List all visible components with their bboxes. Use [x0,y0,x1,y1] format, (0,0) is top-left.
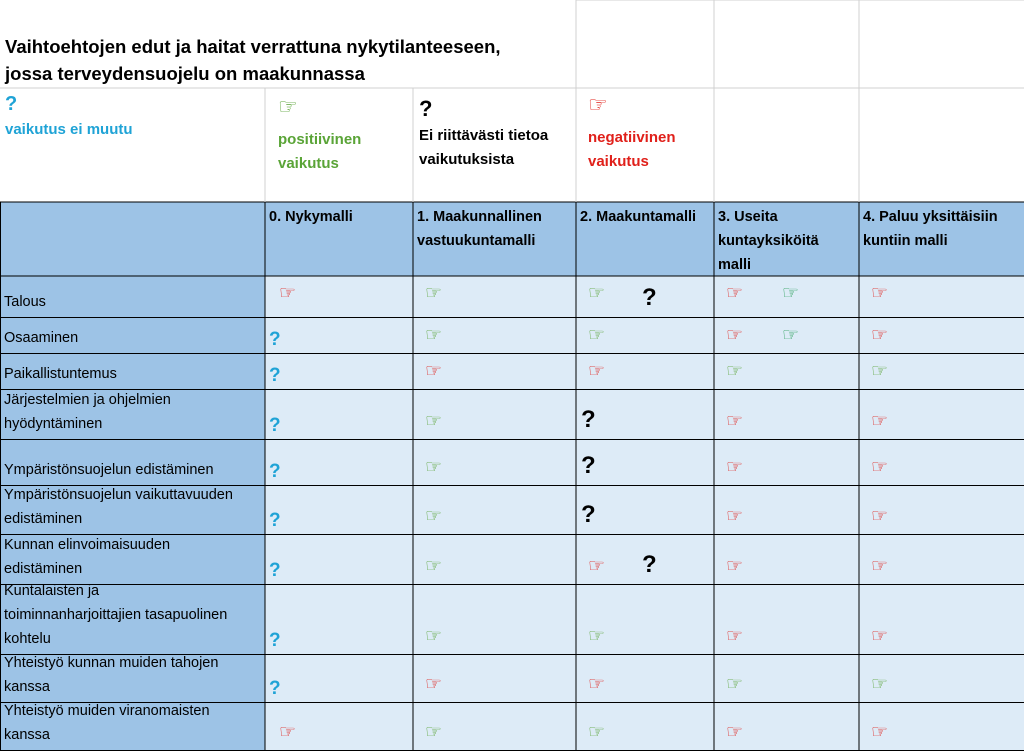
column-header-line: 2. Maakuntamalli [580,209,697,225]
pointing-hand-icon: ☞ [588,556,606,577]
column-header-line: kuntiin malli [863,233,948,249]
row-label-line: Talous [4,294,46,310]
pointing-hand-icon: ☞ [871,626,889,647]
legend-negative: ☞ negatiivinen vaikutus [588,92,676,170]
pointing-hand-icon: ☞ [782,283,800,304]
pointing-hand-icon: ☞ [425,674,443,695]
question-icon: ? [269,329,281,350]
pointing-hand-icon: ☞ [279,283,297,304]
row-label [4,651,218,699]
pointing-hand-icon: ☞ [588,92,608,117]
row-label [4,579,227,651]
pointing-hand-icon: ☞ [588,325,606,346]
row-label-line: Yhteistyö kunnan muiden tahojen [4,655,219,671]
legend-unknown: ? Ei riittävästi tietoa vaikutuksista [419,96,549,168]
pointing-hand-icon: ☞ [425,722,443,743]
pointing-hand-icon: ☞ [425,361,443,382]
page-title: Vaihtoehtojen edut ja haitat verrattuna nykytilanteeseen, jossa terveydensuojelu on maakunnassa [5,36,501,84]
pointing-hand-icon: ☞ [726,674,744,695]
row-label-line: edistäminen [4,511,83,527]
row-label-line: kohtelu [4,631,51,647]
pointing-hand-icon: ☞ [871,722,889,743]
pointing-hand-icon: ☞ [588,722,606,743]
column-header-line: kuntayksiköitä [718,233,819,249]
question-icon: ? [269,630,281,651]
pointing-hand-icon: ☞ [588,626,606,647]
question-icon: ? [581,501,596,528]
pointing-hand-icon: ☞ [726,411,744,432]
column-header-line: 1. Maakunnallinen [417,209,542,225]
question-icon: ? [642,284,657,311]
column-header-line: malli [718,257,752,273]
question-icon: ? [269,678,281,699]
question-icon: ? [581,452,596,479]
row-label [4,388,171,436]
column-header [718,205,819,277]
question-icon: ? [5,93,18,115]
legend-positive: ☞ positiivinen vaikutus [278,94,362,172]
pointing-hand-icon: ☞ [726,722,744,743]
pointing-hand-icon: ☞ [425,626,443,647]
question-icon: ? [269,415,281,436]
row-label-line: Yhteistyö muiden viranomaisten [4,703,210,719]
pointing-hand-icon: ☞ [726,457,744,478]
column-header-line: 3. Useita [718,209,778,225]
legend-no-change: ? vaikutus ei muutu [5,93,133,138]
pointing-hand-icon: ☞ [871,411,889,432]
pointing-hand-icon: ☞ [726,325,744,346]
row-label-line: kanssa [4,727,50,743]
row-label-line: Osaaminen [4,330,79,346]
pointing-hand-icon: ☞ [726,626,744,647]
pointing-hand-icon: ☞ [871,325,889,346]
pointing-hand-icon: ☞ [871,674,889,695]
row-label-line: Järjestelmien ja ohjelmien [4,392,171,408]
pointing-hand-icon: ☞ [726,361,744,382]
pointing-hand-icon: ☞ [871,506,889,527]
pointing-hand-icon: ☞ [871,283,889,304]
row-label-line: Kunnan elinvoimaisuuden [4,537,171,553]
pointing-hand-icon: ☞ [871,457,889,478]
pointing-hand-icon: ☞ [871,556,889,577]
pointing-hand-icon: ☞ [425,457,443,478]
column-header-line: 4. Paluu yksittäisiin [863,209,998,225]
pointing-hand-icon: ☞ [726,556,744,577]
pointing-hand-icon: ☞ [782,325,800,346]
pointing-hand-icon: ☞ [588,283,606,304]
pointing-hand-icon: ☞ [278,94,298,119]
pointing-hand-icon: ☞ [588,361,606,382]
question-icon: ? [269,461,281,482]
pointing-hand-icon: ☞ [425,411,443,432]
question-icon: ? [269,365,281,386]
row-label [4,483,233,531]
row-label [4,290,46,314]
question-icon: ? [419,96,433,121]
row-label [4,533,170,581]
column-header-line: 0. Nykymalli [269,209,353,225]
row-label-line: edistäminen [4,561,83,577]
question-icon: ? [269,510,281,531]
pointing-hand-icon: ☞ [726,506,744,527]
pointing-hand-icon: ☞ [425,283,443,304]
row-label-line: Ympäristönsuojelun edistäminen [4,462,214,478]
row-label [4,699,210,747]
row-label-line: hyödyntäminen [4,416,103,432]
pointing-hand-icon: ☞ [425,506,443,527]
pointing-hand-icon: ☞ [279,722,297,743]
pointing-hand-icon: ☞ [425,556,443,577]
column-header [417,205,542,253]
column-header-line: vastuukuntamalli [417,233,536,249]
row-label-line: kanssa [4,679,50,695]
column-header [580,205,696,229]
row-label [4,326,78,350]
pointing-hand-icon: ☞ [871,361,889,382]
row-label-line: toiminnanharjoittajien tasapuolinen [4,607,228,623]
row-label [4,458,214,482]
question-icon: ? [269,560,281,581]
column-header [863,205,998,253]
question-icon: ? [581,406,596,433]
row-label-line: Kuntalaisten ja [4,583,100,599]
pointing-hand-icon: ☞ [726,283,744,304]
row-label-line: Ympäristönsuojelun vaikuttavuuden [4,487,233,503]
pointing-hand-icon: ☞ [425,325,443,346]
column-header [269,205,353,229]
question-icon: ? [642,551,657,578]
pointing-hand-icon: ☞ [588,674,606,695]
row-label-line: Paikallistuntemus [4,366,117,382]
row-label [4,362,117,386]
